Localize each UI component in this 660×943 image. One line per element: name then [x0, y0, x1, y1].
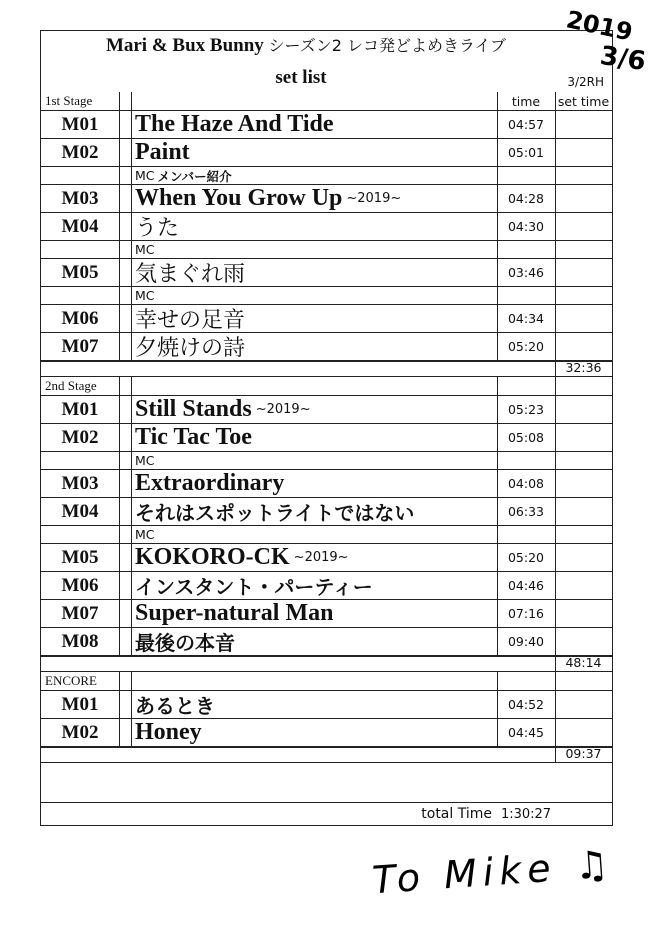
song-tag: ~2019~	[346, 191, 402, 206]
song-title-text: 夕焼けの詩	[135, 336, 246, 360]
column-divider	[131, 92, 132, 361]
stage-set-time: 32:36	[565, 359, 602, 375]
mc-note: メンバー紹介	[157, 168, 232, 184]
song-title-text: 幸せの足音	[135, 308, 246, 332]
song-time: 03:46	[507, 265, 545, 280]
song-time: 04:30	[507, 219, 545, 234]
stage-gap-row	[41, 747, 612, 763]
song-number: M01	[61, 693, 99, 715]
song-number: M07	[61, 335, 99, 357]
stage-label: 1st Stage	[45, 93, 93, 108]
song-row	[41, 424, 612, 452]
song-title-text: それはスポットライトではない	[135, 501, 415, 525]
stage-header-row	[41, 672, 612, 691]
mc-text: MC	[135, 527, 155, 542]
song-number: M08	[61, 630, 99, 652]
song-row	[41, 544, 612, 572]
column-divider	[119, 377, 120, 656]
song-title-text: Paint	[135, 139, 190, 165]
event-name: シーズン2 レコ発どよめきライブ	[268, 36, 507, 55]
song-time: 04:34	[507, 311, 545, 326]
song-number: M02	[61, 141, 99, 163]
song-row	[41, 213, 612, 241]
total-label: total Time	[421, 806, 492, 822]
song-title-text: Extraordinary	[135, 470, 285, 496]
song-time: 07:16	[507, 606, 545, 621]
song-number: M06	[61, 574, 99, 596]
song-time: 05:08	[507, 430, 545, 445]
mc-label	[131, 167, 497, 184]
song-title	[131, 628, 497, 655]
song-row	[41, 719, 612, 747]
song-time: 04:46	[507, 578, 545, 593]
song-title-text: 最後の本音	[135, 631, 235, 655]
song-number: M03	[61, 472, 99, 494]
song-row	[41, 600, 612, 628]
song-row	[41, 691, 612, 719]
mc-row	[41, 287, 612, 305]
venue-date: 3/2RH	[567, 75, 604, 89]
column-divider	[131, 672, 132, 747]
song-time: 09:40	[507, 634, 545, 649]
stage-label: 2nd Stage	[45, 378, 97, 393]
mc-text: MC	[135, 453, 155, 468]
mc-row	[41, 241, 612, 259]
song-row	[41, 498, 612, 526]
song-row	[41, 396, 612, 424]
song-number: M01	[61, 398, 99, 420]
mc-label	[131, 526, 497, 543]
song-title-text: うた	[135, 216, 180, 240]
column-divider	[555, 92, 556, 377]
song-number: M04	[61, 500, 99, 522]
stage-set-time: 09:37	[565, 745, 602, 761]
song-title-text: あるとき	[135, 694, 215, 718]
song-title	[131, 139, 497, 166]
song-title	[131, 719, 497, 746]
time-column-header: time	[511, 93, 541, 109]
music-note-icon: ♫	[572, 841, 616, 889]
song-title	[131, 213, 497, 240]
song-title	[131, 600, 497, 627]
song-title-text: Tic Tac Toe	[135, 424, 252, 450]
song-title	[131, 396, 497, 423]
handwritten-dedication: To Mike ♫	[370, 841, 616, 903]
song-title	[131, 544, 497, 571]
song-title-text: Super-natural Man	[135, 600, 334, 626]
setlist-sheet	[40, 30, 613, 826]
setlist-subtitle: set list	[275, 67, 327, 88]
mc-text: MC	[135, 242, 155, 257]
song-row	[41, 470, 612, 498]
song-time: 05:20	[507, 339, 545, 354]
total-value: 1:30:27	[500, 807, 552, 822]
mc-row	[41, 526, 612, 544]
song-number: M04	[61, 215, 99, 237]
column-divider	[497, 672, 498, 747]
column-divider	[119, 92, 120, 361]
song-number: M07	[61, 602, 99, 624]
stage-gap-row	[41, 361, 612, 377]
song-number: M02	[61, 721, 99, 743]
stage-set-time: 48:14	[565, 654, 602, 670]
song-tag: ~2019~	[255, 402, 311, 417]
song-time: 05:01	[507, 145, 545, 160]
song-time: 06:33	[507, 504, 545, 519]
song-row	[41, 139, 612, 167]
handwritten-year: 2019	[563, 5, 635, 47]
song-title	[131, 259, 497, 286]
column-divider	[497, 377, 498, 656]
mc-label	[131, 287, 497, 304]
song-number: M01	[61, 113, 99, 135]
mc-row	[41, 167, 612, 185]
song-number: M03	[61, 187, 99, 209]
song-title-text: Still Stands	[135, 396, 252, 422]
mc-text: MC	[135, 288, 155, 303]
song-title-text: Honey	[135, 719, 202, 745]
total-row	[41, 802, 612, 826]
column-divider	[131, 377, 132, 656]
column-divider	[555, 377, 556, 672]
song-title-text: The Haze And Tide	[135, 111, 334, 137]
song-row	[41, 628, 612, 656]
song-title	[131, 498, 497, 525]
song-row	[41, 111, 612, 139]
song-time: 04:45	[507, 725, 545, 740]
set-time-column-header: set time	[557, 93, 610, 109]
song-title	[131, 691, 497, 718]
mc-label	[131, 452, 497, 469]
column-divider	[497, 92, 498, 361]
stage-header-row	[41, 377, 612, 396]
song-row	[41, 305, 612, 333]
song-time: 05:23	[507, 402, 545, 417]
song-number: M05	[61, 546, 99, 568]
stage-gap-row	[41, 656, 612, 672]
column-divider	[119, 672, 120, 747]
song-row	[41, 572, 612, 600]
song-title	[131, 185, 497, 212]
song-number: M05	[61, 261, 99, 283]
setlist-title	[41, 33, 571, 57]
song-time: 04:57	[507, 117, 545, 132]
mc-text: MC	[135, 168, 155, 183]
song-time: 05:20	[507, 550, 545, 565]
song-title	[131, 111, 497, 138]
song-row	[41, 333, 612, 361]
song-title	[131, 572, 497, 599]
song-title	[131, 333, 497, 360]
song-time: 04:52	[507, 697, 545, 712]
column-divider	[555, 672, 556, 763]
song-title-text: インスタント・パーティー	[135, 575, 373, 599]
song-title	[131, 470, 497, 497]
handwritten-date: 3/6	[598, 40, 648, 78]
song-time: 04:08	[507, 476, 545, 491]
song-title-text: When You Grow Up	[135, 185, 343, 211]
song-title-text: KOKORO-CK	[135, 544, 290, 570]
stage-header-row	[41, 92, 612, 111]
song-tag: ~2019~	[293, 550, 349, 565]
song-number: M06	[61, 307, 99, 329]
song-title	[131, 305, 497, 332]
song-row	[41, 185, 612, 213]
song-number: M02	[61, 426, 99, 448]
song-time: 04:28	[507, 191, 545, 206]
band-name: Mari & Bux Bunny	[105, 35, 264, 56]
song-row	[41, 259, 612, 287]
mc-row	[41, 452, 612, 470]
song-title	[131, 424, 497, 451]
mc-label	[131, 241, 497, 258]
song-title-text: 気まぐれ雨	[135, 262, 246, 286]
stage-label: ENCORE	[45, 673, 97, 688]
